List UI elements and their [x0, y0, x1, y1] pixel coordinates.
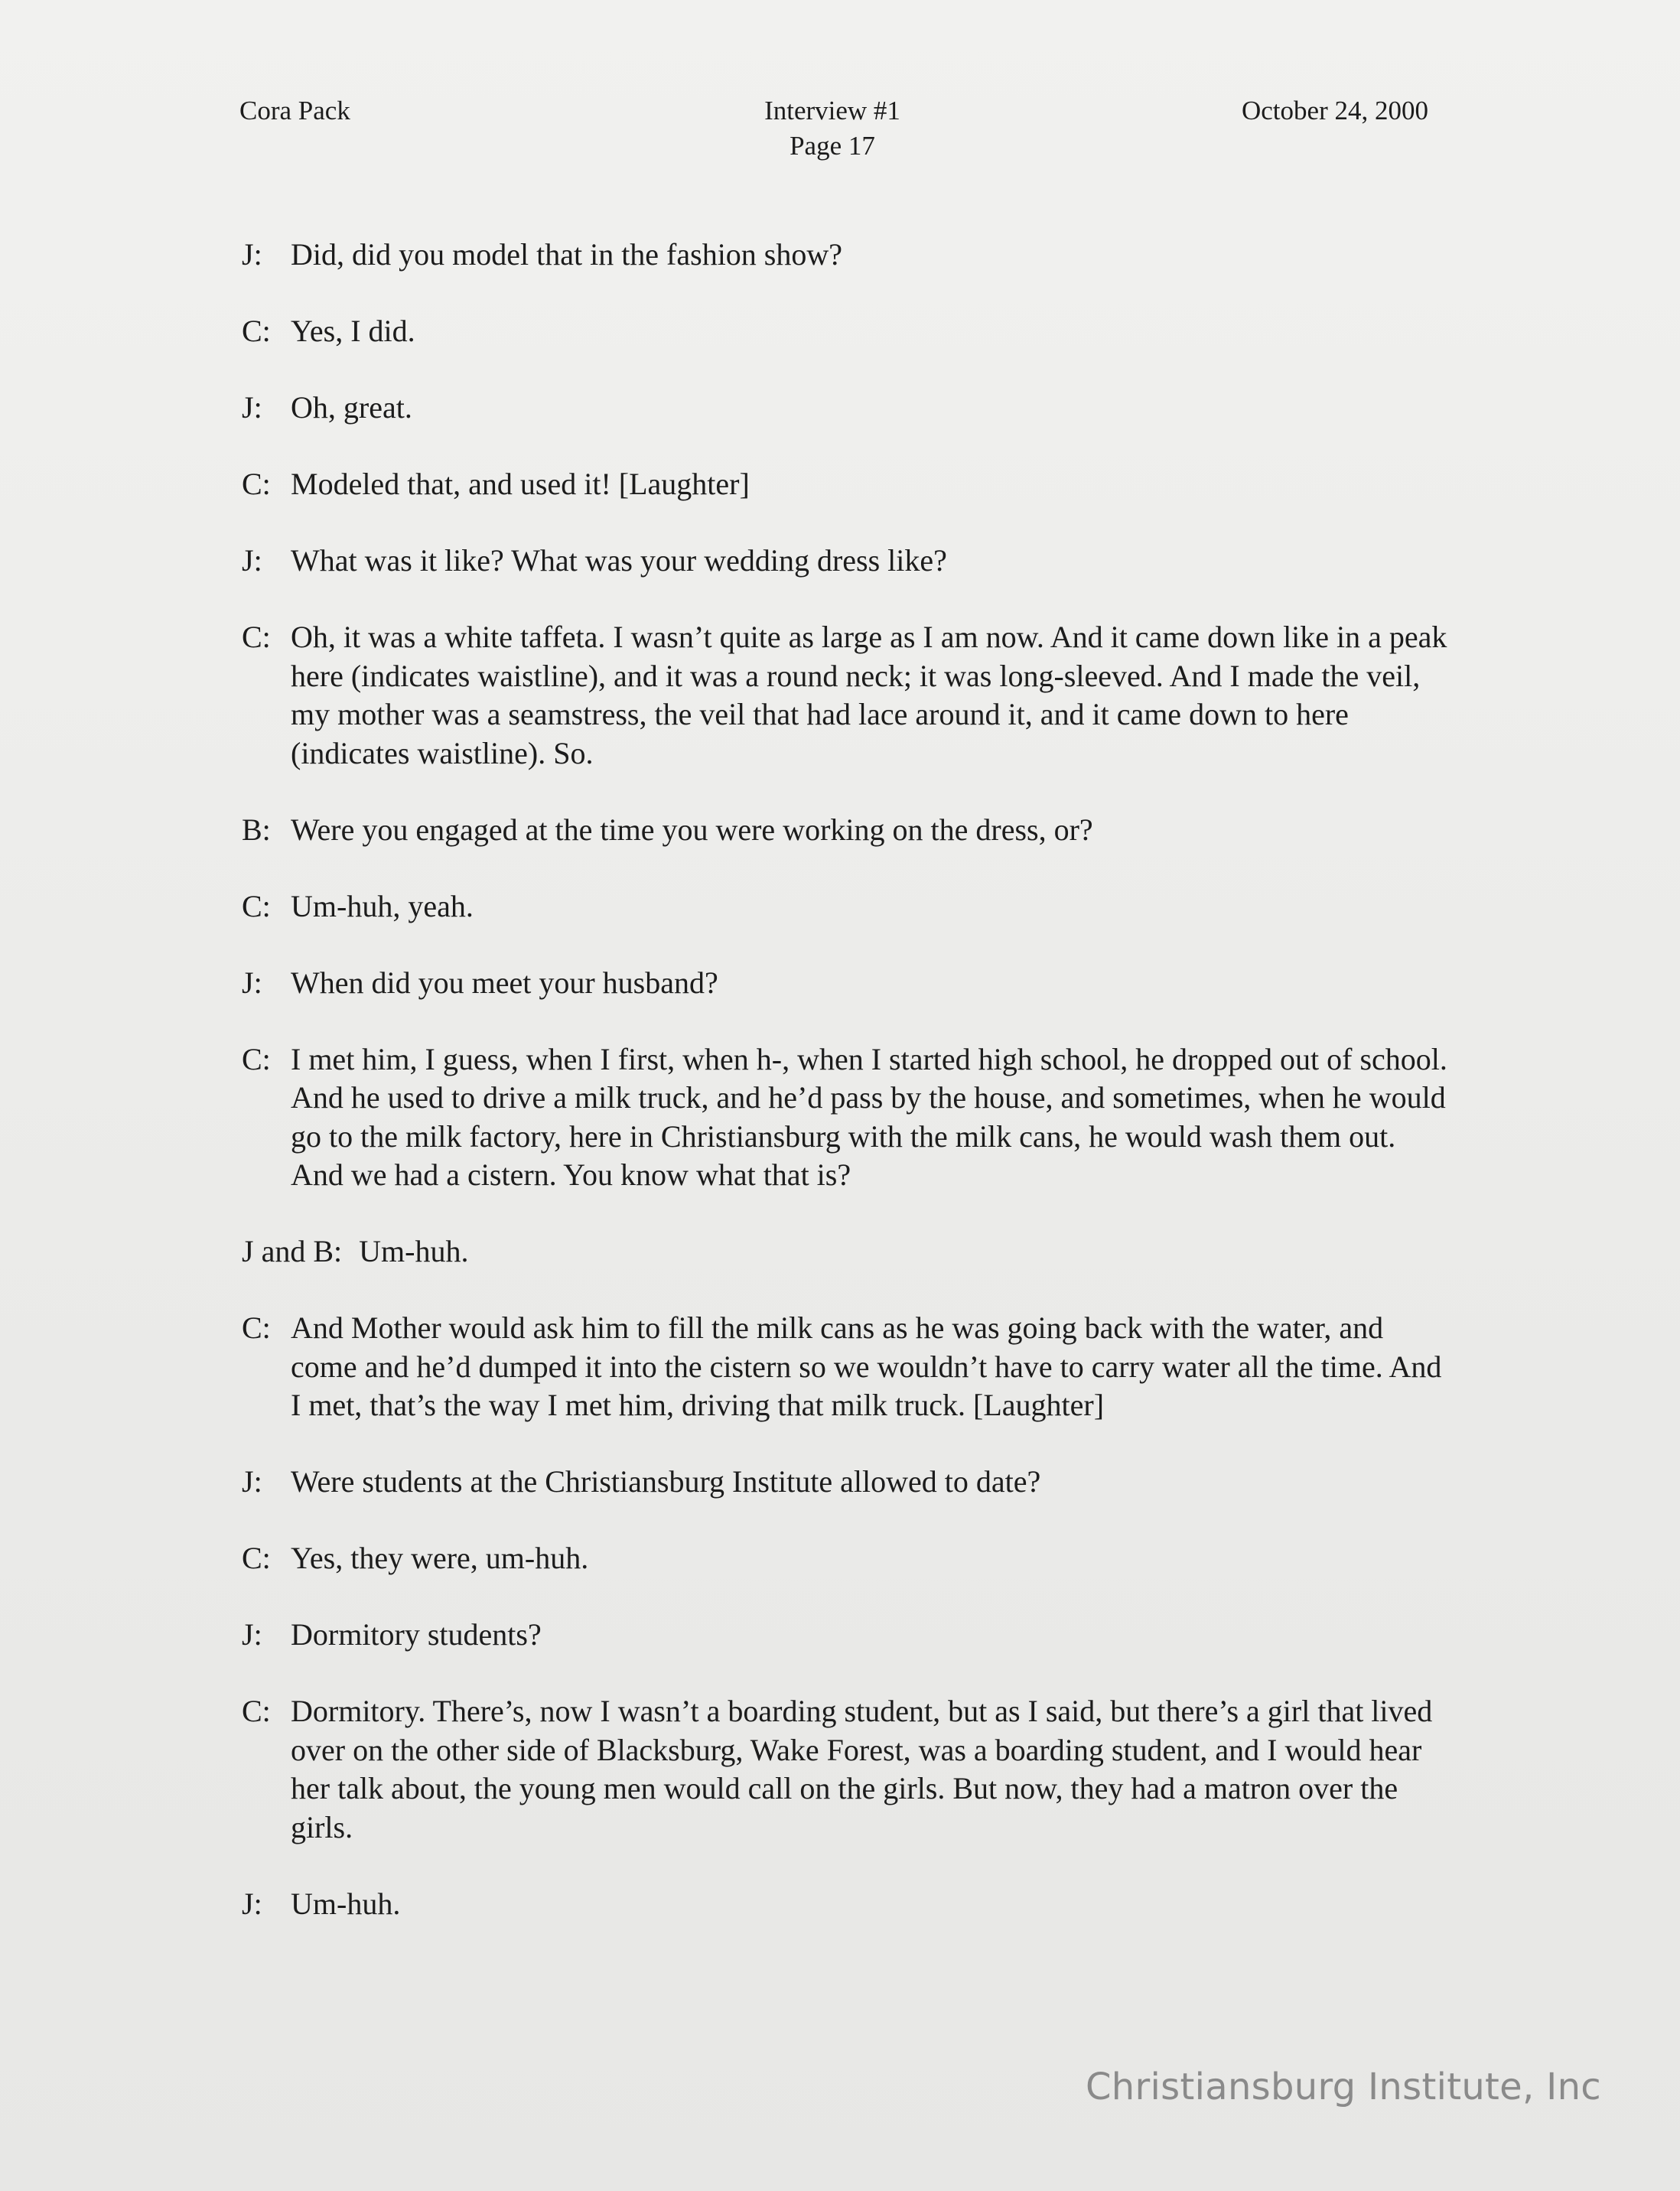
speaker-label: C:	[242, 467, 271, 501]
entry-text: Dormitory students?	[291, 1617, 542, 1652]
entry-text: When did you meet your husband?	[291, 965, 718, 1000]
header-name: Cora Pack	[239, 96, 350, 125]
speaker-label: C:	[242, 620, 271, 654]
transcript-entry	[242, 1885, 1450, 1924]
speaker-label: C:	[242, 888, 271, 923]
speaker-label: J:	[242, 237, 262, 272]
entry-text: Yes, I did.	[291, 314, 415, 348]
speaker-label: C:	[242, 1310, 271, 1345]
transcript-entry	[242, 1616, 1450, 1655]
speaker-label: J and B:	[242, 1234, 343, 1268]
entry-text: Did, did you model that in the fashion show?	[291, 237, 843, 272]
transcript-entry	[242, 964, 1450, 1003]
entry-text: Oh, great.	[291, 390, 412, 425]
transcript-entry	[242, 1463, 1450, 1502]
entry-text: Modeled that, and used it! [Laughter]	[291, 467, 750, 501]
transcript-entry	[242, 1232, 1450, 1271]
header-date: October 24, 2000	[1242, 96, 1428, 125]
watermark-text: Christiansburg Institute, Inc	[1085, 2066, 1601, 2108]
transcript-entry	[242, 1692, 1450, 1847]
transcript-entry	[242, 1309, 1450, 1425]
transcript-entry	[242, 236, 1450, 275]
transcript-entry	[242, 618, 1450, 773]
speaker-label: J:	[242, 543, 262, 578]
header-interview: Interview #1	[764, 96, 900, 125]
entry-text: And Mother would ask him to fill the milk cans as he was going back with the water, and come and he’d dumped it into the cistern so we wouldn’t have to carry water all the time. And I met, that’s the way I met him, driving that milk truck. [Laughter]	[291, 1310, 1442, 1422]
transcript-entry	[242, 1539, 1450, 1578]
transcript-entry	[242, 312, 1450, 351]
entry-text: Um-huh, yeah.	[291, 888, 474, 923]
transcript-entry	[242, 1040, 1450, 1195]
speaker-label: J:	[242, 1464, 262, 1499]
entry-text: I met him, I guess, when I first, when h-, when I started high school, he dropped out of school. And he used to drive a milk truck, and he’d pass by the house, and sometimes, when he would go to the milk factory, here in Christiansburg with the milk cans, he would wash them out. And we had a cistern. You know what that is?	[291, 1041, 1447, 1192]
speaker-label: J:	[242, 965, 262, 1000]
speaker-label: C:	[242, 1041, 271, 1076]
entry-text: Were you engaged at the time you were working on the dress, or?	[291, 812, 1093, 847]
transcript-body	[242, 236, 1450, 1961]
transcript-entry	[242, 465, 1450, 504]
speaker-label: C:	[242, 314, 271, 348]
entry-text: Um-huh.	[359, 1234, 469, 1268]
speaker-label: B:	[242, 812, 271, 847]
speaker-label: C:	[242, 1694, 271, 1728]
speaker-label: C:	[242, 1541, 271, 1575]
entry-text: Yes, they were, um-huh.	[291, 1541, 589, 1575]
transcript-entry	[242, 542, 1450, 581]
entry-text: Um-huh.	[291, 1886, 401, 1921]
transcript-entry	[242, 811, 1450, 850]
speaker-label: J:	[242, 1886, 262, 1921]
speaker-label: J:	[242, 1617, 262, 1652]
entry-text: What was it like? What was your wedding dress like?	[291, 543, 947, 578]
speaker-label: J:	[242, 390, 262, 425]
entry-text: Were students at the Christiansburg Institute allowed to date?	[291, 1464, 1041, 1499]
entry-text: Dormitory. There’s, now I wasn’t a boarding student, but as I said, but there’s a girl that lived over on the other side of Blacksburg, Wake Forest, was a boarding student, and I would hear her talk about, the young men would call on the girls. But now, they had a matron over the girls.	[291, 1694, 1433, 1844]
transcript-entry	[242, 887, 1450, 926]
transcript-entry	[242, 389, 1450, 428]
header-page-number: Page 17	[790, 131, 875, 161]
entry-text: Oh, it was a white taffeta. I wasn’t quite as large as I am now. And it came down like in a peak here (indicates waistline), and it was a round neck; it was long-sleeved. And I made the veil, my mother was a seamstress, the veil that had lace around it, and it came down to here (indicates waistline). So.	[291, 620, 1447, 770]
